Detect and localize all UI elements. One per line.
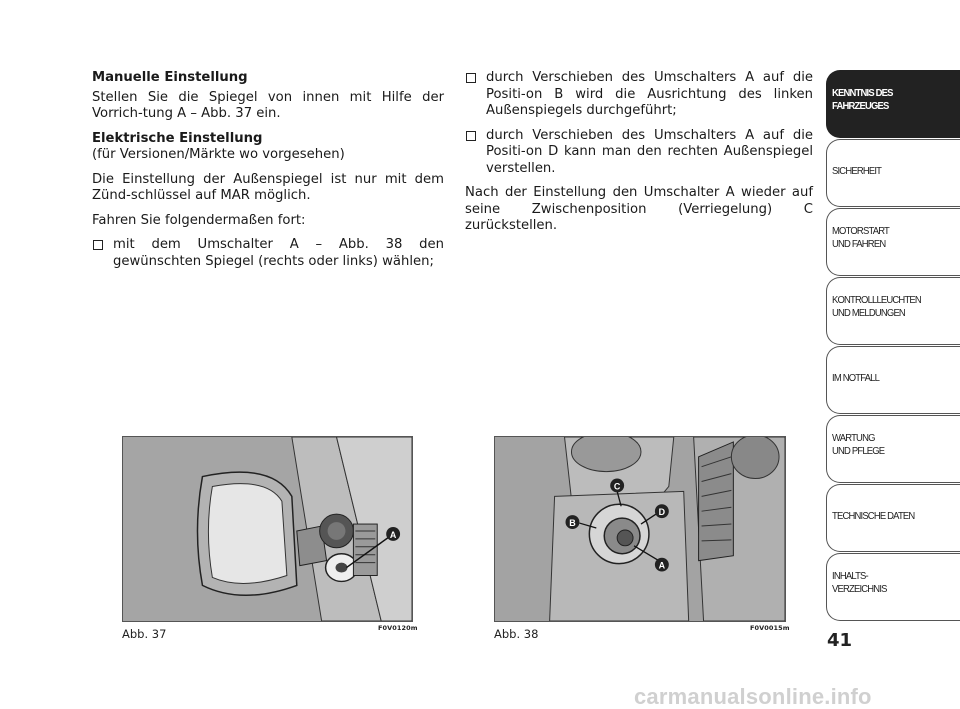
heading-electric-adjustment: Elektrische Einstellung bbox=[92, 130, 263, 146]
bullet-text: durch Verschieben des Umschalters A auf die Positi-on B wird die Ausrichtung des linken Außenspiegels durchgeführt; bbox=[486, 70, 813, 118]
label-b: B bbox=[569, 518, 576, 529]
checkbox-bullet-icon bbox=[466, 73, 476, 83]
tab-label: KONTROLLLEUCHTEN bbox=[832, 294, 921, 306]
figure-37-mirror-illustration bbox=[122, 436, 413, 622]
page-number: 41 bbox=[827, 630, 853, 651]
paragraph-ignition: Die Einstellung der Außenspiegel ist nur mit dem Zünd-schlüssel auf MAR möglich. bbox=[92, 171, 444, 203]
figure-38-caption: Abb. 38 bbox=[494, 627, 539, 641]
tab-label: UND MELDUNGEN bbox=[832, 307, 905, 319]
tab-technische-daten[interactable] bbox=[826, 484, 960, 552]
figure-38-switch-illustration bbox=[494, 436, 786, 622]
paragraph-proceed: Fahren Sie folgendermaßen fort: bbox=[92, 212, 306, 228]
bullet-text: durch Verschieben des Umschalters A auf die Positi-on D kann man den rechten Außenspiegel verstellen. bbox=[486, 127, 813, 176]
tab-label: MOTORSTART bbox=[832, 225, 890, 237]
tab-label: UND FAHREN bbox=[832, 238, 886, 250]
tab-kontrollleuchten-und-meldungen[interactable] bbox=[826, 277, 960, 345]
label-d: D bbox=[658, 507, 666, 518]
tab-inhaltsverzeichnis[interactable] bbox=[826, 553, 960, 621]
tab-label: IM NOTFALL bbox=[832, 372, 880, 384]
heading-manual-adjustment: Manuelle Einstellung bbox=[92, 70, 248, 85]
tab-label: VERZEICHNIS bbox=[832, 583, 887, 595]
paragraph-reset: Nach der Einstellung den Umschalter A wieder auf seine Zwischenposition (Verriegelung) C zurückstellen. bbox=[465, 185, 813, 233]
tab-label: INHALTS- bbox=[832, 570, 868, 582]
heading-electric-subtitle: (für Versionen/Märkte wo vorgesehen) bbox=[92, 147, 345, 162]
figure-38-code: F0V0015m bbox=[750, 624, 790, 632]
bullet-item bbox=[92, 237, 444, 270]
checkbox-bullet-icon bbox=[466, 131, 476, 141]
tab-label: FAHRZEUGES bbox=[832, 100, 889, 112]
left-text-column bbox=[92, 70, 444, 278]
watermark-text: carmanualsonline.info bbox=[634, 684, 872, 709]
tab-label: KENNTNIS DES bbox=[832, 87, 893, 99]
paragraph-manual: Stellen Sie die Spiegel von innen mit Hilfe der Vorrich-tung A – Abb. 37 ein. bbox=[92, 89, 444, 121]
tab-label: TECHNISCHE DATEN bbox=[832, 510, 915, 522]
label-a: A bbox=[658, 560, 666, 571]
tab-wartung-und-pflege[interactable] bbox=[826, 415, 960, 483]
bullet-text: mit dem Umschalter A – Abb. 38 den gewünschten Spiegel (rechts oder links) wählen; bbox=[113, 237, 444, 269]
checkbox-bullet-icon bbox=[93, 240, 103, 250]
label-c: C bbox=[613, 481, 621, 492]
tab-sicherheit[interactable] bbox=[826, 139, 960, 207]
tab-kenntnis-des-fahrzeuges[interactable] bbox=[826, 70, 960, 138]
tab-label: WARTUNG bbox=[832, 432, 875, 444]
figure-37-code: F0V0120m bbox=[378, 624, 418, 632]
bullet-item bbox=[465, 128, 813, 178]
tab-label: SICHERHEIT bbox=[832, 165, 882, 177]
figure-37-caption: Abb. 37 bbox=[122, 627, 167, 641]
tab-im-notfall[interactable] bbox=[826, 346, 960, 414]
bullet-item bbox=[465, 70, 813, 120]
tab-motorstart-und-fahren[interactable] bbox=[826, 208, 960, 276]
label-a: A bbox=[389, 529, 397, 540]
chapter-tabs bbox=[826, 70, 960, 622]
tab-label: UND PFLEGE bbox=[832, 445, 885, 457]
right-text-column bbox=[465, 70, 813, 243]
